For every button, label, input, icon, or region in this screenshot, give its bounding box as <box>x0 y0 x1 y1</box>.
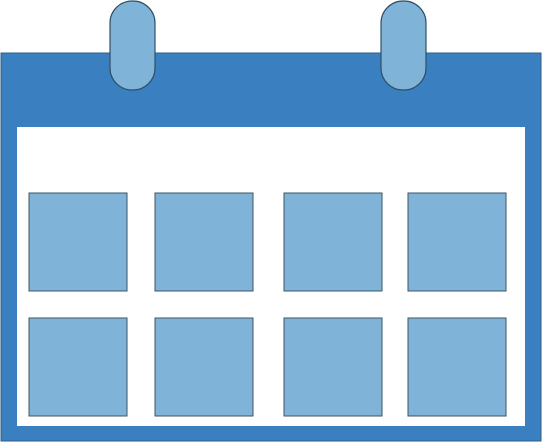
calendar-day-cell <box>155 318 253 416</box>
calendar-day-cell <box>284 318 382 416</box>
calendar-ring-left <box>110 1 155 90</box>
calendar-day-cell <box>155 193 253 291</box>
calendar-day-cell <box>29 193 127 291</box>
calendar-day-cell <box>408 193 506 291</box>
calendar-day-cell <box>284 193 382 291</box>
calendar-day-cell <box>29 318 127 416</box>
calendar-ring-right <box>381 1 426 90</box>
calendar-day-cell <box>408 318 506 416</box>
